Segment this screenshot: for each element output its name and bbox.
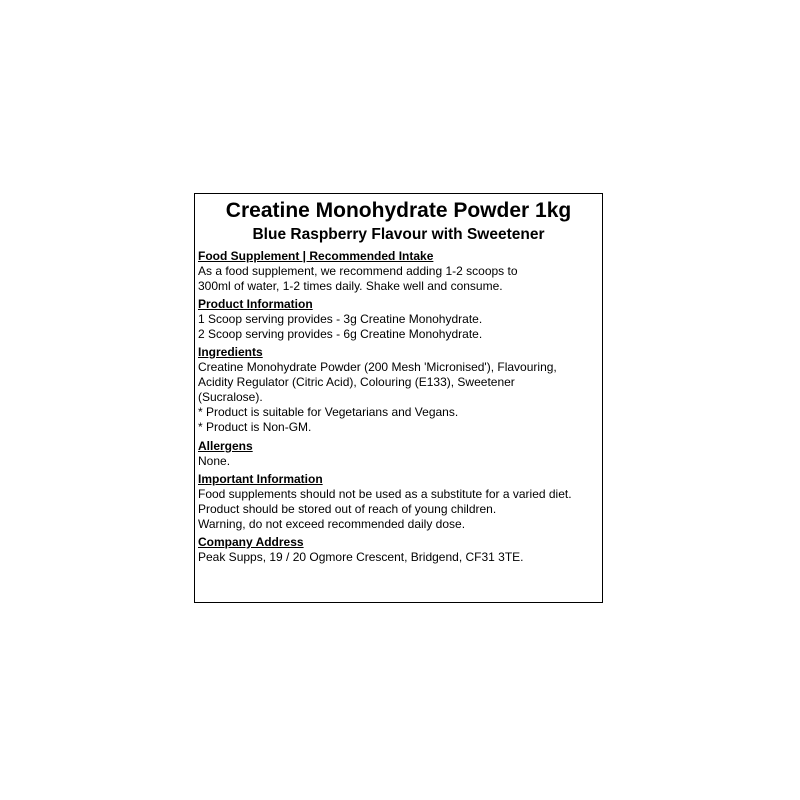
section-line: None. (198, 454, 231, 468)
section-line: * Product is suitable for Vegetarians and Vegans. (198, 405, 459, 419)
section-recommended-intake (198, 249, 601, 294)
product-label (194, 193, 603, 603)
section-product-information (198, 297, 601, 342)
section-heading: Important Information (198, 472, 323, 486)
section-line: 1 Scoop serving provides - 3g Creatine Monohydrate. (198, 312, 483, 326)
section-ingredients (198, 345, 601, 435)
product-title: Creatine Monohydrate Powder 1kg (225, 199, 572, 222)
section-line: (Sucralose). (198, 390, 263, 404)
section-important-information (198, 472, 601, 532)
product-subtitle: Blue Raspberry Flavour with Sweetener (252, 226, 545, 243)
section-heading: Company Address (198, 535, 304, 549)
section-line: 300ml of water, 1-2 times daily. Shake well and consume. (198, 279, 503, 293)
section-line: Product should be stored out of reach of young children. (198, 502, 497, 516)
section-line: Peak Supps, 19 / 20 Ogmore Crescent, Bridgend, CF31 3TE. (198, 550, 524, 564)
section-heading: Ingredients (198, 345, 263, 359)
section-heading: Allergens (198, 439, 253, 453)
section-line: Acidity Regulator (Citric Acid), Colouring (E133), Sweetener (198, 375, 515, 389)
section-line: Warning, do not exceed recommended daily dose. (198, 517, 466, 531)
label-content (198, 249, 601, 565)
section-line: * Product is Non-GM. (198, 420, 312, 434)
section-line: 2 Scoop serving provides - 6g Creatine Monohydrate. (198, 327, 483, 341)
section-heading: Product Information (198, 297, 313, 311)
section-company-address (198, 535, 601, 565)
section-line: Creatine Monohydrate Powder (200 Mesh 'Micronised'), Flavouring, (198, 360, 557, 374)
section-line: Food supplements should not be used as a substitute for a varied diet. (198, 487, 572, 501)
section-line: As a food supplement, we recommend adding 1-2 scoops to (198, 264, 518, 278)
section-allergens (198, 439, 601, 469)
section-heading: Food Supplement | Recommended Intake (198, 249, 434, 263)
